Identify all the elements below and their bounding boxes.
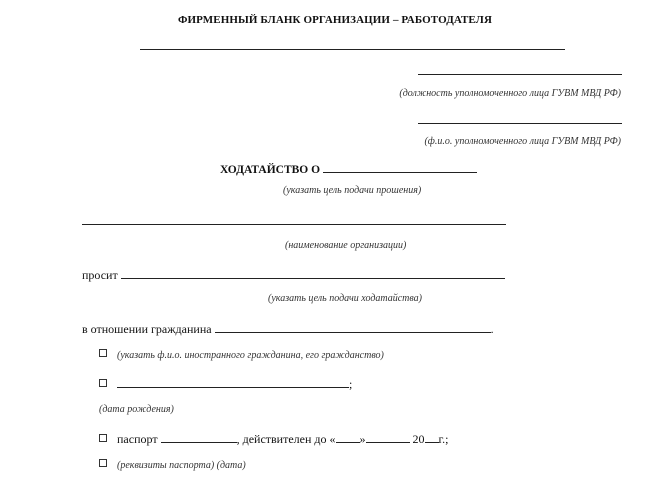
regarding-end: . [490, 322, 494, 336]
petition-heading-text: ХОДАТАЙСТВО О [220, 164, 321, 176]
request-purpose-note: (указать цель подачи ходатайства) [268, 293, 423, 304]
official-position-note: (должность уполномоченного лица ГУВМ МВД РФ) [399, 88, 621, 99]
bullet-box-icon [99, 349, 107, 357]
official-name-note: (ф.и.о. уполномоченного лица ГУВМ МВД РФ) [424, 136, 621, 147]
passport-details-item [99, 459, 246, 471]
birth-date-line [99, 375, 352, 392]
official-position-line [418, 74, 622, 75]
quote-close: » [359, 432, 366, 446]
request-purpose-field [121, 266, 505, 279]
regarding-line [82, 320, 494, 337]
birth-date-field [117, 375, 349, 388]
letterhead-title: ФИРМЕННЫЙ БЛАНК ОРГАНИЗАЦИИ – РАБОТОДАТЕЛЯ [177, 14, 493, 26]
passport-number-field [161, 430, 237, 443]
requests-line [82, 266, 505, 283]
petition-purpose-field [323, 160, 477, 173]
passport-line [99, 430, 448, 447]
official-name-line [418, 123, 622, 124]
valid-day-field [336, 430, 360, 443]
letterhead-line [140, 49, 565, 50]
bullet-box-icon [99, 434, 107, 442]
birth-date-note: (дата рождения) [99, 404, 174, 415]
bullet-box-icon [99, 379, 107, 387]
regarding-label: в отношении гражданина [82, 322, 212, 336]
passport-label: паспорт [117, 432, 158, 446]
organization-name-note: (наименование организации) [285, 240, 407, 251]
foreigner-note: (указать ф.и.о. иностранного гражданина, его гражданство) [117, 350, 384, 361]
organization-name-line [82, 224, 506, 225]
valid-month-field [366, 430, 410, 443]
year-prefix: 20 [412, 432, 425, 446]
requests-label: просит [82, 268, 118, 282]
passport-details-note: (реквизиты паспорта) (дата) [117, 460, 246, 471]
foreigner-item [99, 349, 384, 361]
birth-date-end: ; [349, 377, 353, 391]
petition-heading [220, 160, 477, 176]
bullet-box-icon [99, 459, 107, 467]
petition-purpose-note: (указать цель подачи прошения) [283, 185, 422, 196]
year-suffix: г.; [438, 432, 449, 446]
valid-year-field [425, 430, 439, 443]
citizen-name-field [215, 320, 491, 333]
valid-until-label: , действителен до « [236, 432, 336, 446]
